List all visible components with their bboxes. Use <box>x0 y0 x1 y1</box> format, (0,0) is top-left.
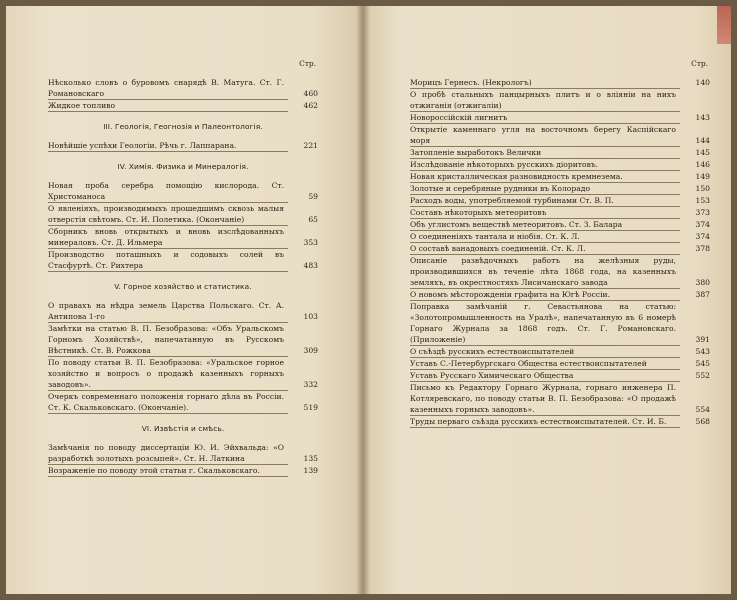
toc-entry <box>410 89 710 112</box>
toc-entry <box>410 124 710 147</box>
toc-entry-page: 568 <box>695 417 710 426</box>
toc-entry-title: Новая кристаллическая разновидность кремнезема. <box>410 172 623 181</box>
toc-entry-page: 65 <box>308 215 318 224</box>
toc-entry <box>48 100 318 112</box>
toc-entry-page: 149 <box>695 172 710 181</box>
toc-entry-title: Поправка замѣчаній г. Севастьянова на статью: «Золотопромышленность на Уралѣ», напечатанную въ 6 номерѣ Горнаго Журнала за 1868 годъ. Ст. Г. Романовскаго. (Приложеніе) <box>410 302 676 344</box>
toc-entry <box>410 416 710 428</box>
toc-entry-title: Производство поташныхъ и содовыхъ солей въ Стасфуртѣ. Ст. Рихтера <box>48 250 284 270</box>
toc-entry-title: О явленіяхъ, производимыхъ прошедшимъ сквозь малыя отверстія свѣтомъ. Ст. И. Полетика. (Окончаніе) <box>48 204 284 224</box>
toc-entry <box>410 358 710 370</box>
toc-entry-title: Нѣсколько словъ о буровомъ снарядѣ В. Матуга. Ст. Г. Романовскаго <box>48 78 284 98</box>
toc-entry-page: 519 <box>303 403 318 412</box>
toc-entry-page: 332 <box>303 380 318 389</box>
toc-entry <box>48 180 318 203</box>
toc-entry-title: Описаніе развѣдочныхъ работъ на желѣзныя руды, производившихся въ теченіе лѣта 1868 года, на казенныхъ земляхъ, въ окрестностяхъ Лисичанскаго завода <box>410 256 676 287</box>
toc-entry-page: 150 <box>695 184 710 193</box>
toc-entry-page: 373 <box>695 208 710 217</box>
toc-entry <box>410 183 710 195</box>
toc-entry <box>410 112 710 124</box>
toc-entry-title: Жидкое топливо <box>48 101 116 110</box>
toc-entry-page: 103 <box>303 312 318 321</box>
toc-entry <box>410 255 710 289</box>
toc-entry <box>48 323 318 357</box>
toc-entry-title: Труды перваго съѣзда русскихъ естествоиспытателей. Ст. И. Б. <box>410 417 667 426</box>
red-page-edge <box>717 6 731 44</box>
toc-entry <box>410 207 710 219</box>
toc-entry-page: 135 <box>303 454 318 463</box>
toc-entry-page: 460 <box>303 89 318 98</box>
toc-entry <box>48 249 318 272</box>
toc-entry <box>410 231 710 243</box>
toc-entry-title: Возраженіе по поводу этой статьи г. Скальковскаго. <box>48 466 260 475</box>
toc-entry-page: 554 <box>695 405 710 414</box>
toc-entry <box>48 300 318 323</box>
toc-entry-title: Очеркъ современнаго положенія горнаго дѣла въ Россіи. Ст. К. Скальковскаго. (Окончаніе). <box>48 392 284 412</box>
toc-entry-title: Письмо къ Редактору Горнаго Журнала, горнаго инженера П. Котляревскаго, по поводу статьи В. П. Безобразова: «О продажѣ казенныхъ горныхъ заводовъ». <box>410 383 676 414</box>
toc-entry <box>48 226 318 249</box>
section-heading: V. Горное хозяйство и статистика. <box>114 282 252 291</box>
book-gutter <box>356 6 370 594</box>
toc-entry-page: 146 <box>695 160 710 169</box>
toc-entry-page: 145 <box>695 148 710 157</box>
toc-entry-title: Новороссійскій лигнитъ <box>410 113 508 122</box>
toc-entry-title: Новѣйшіе успѣхи Геологіи. Рѣчь г. Лаппарана. <box>48 141 237 150</box>
toc-entry-title: Уставъ Русскаго Химическаго Общества <box>410 371 574 380</box>
toc-entry-title: О съѣздѣ русскихъ естествоиспытателей <box>410 347 575 356</box>
toc-entry-title: Уставъ С.-Петербургскаго Общества естествоиспытателей <box>410 359 647 368</box>
toc-entry-title: Составъ нѣкоторыхъ метеоритовъ <box>410 208 547 217</box>
toc-entry <box>48 465 318 477</box>
toc-entry-title: О соединеніяхъ тантала и ніобія. Ст. К. Л. <box>410 232 580 241</box>
toc-entry <box>410 147 710 159</box>
toc-entry-title: По поводу статьи В. П. Безобразова: «Уральское горное хозяйство и вопросъ о продажѣ казенныхъ горныхъ заводовъ». <box>48 358 284 389</box>
toc-entry-page: 59 <box>308 192 318 201</box>
toc-entry <box>410 370 710 382</box>
toc-entry-title: Замѣтки на статью В. П. Безобразова: «Объ Уральскомъ Горномъ Хозяйствѣ», напечатанную въ Русскомъ Вѣстникѣ. Ст. В. Рожкова <box>48 324 284 355</box>
section-heading: IV. Химія. Физика и Минералогія. <box>117 162 249 171</box>
toc-entry-page: 353 <box>303 238 318 247</box>
toc-entry <box>48 357 318 391</box>
toc-entry-page: 221 <box>303 141 318 150</box>
toc-entry-page: 543 <box>695 347 710 356</box>
toc-entry-page: 552 <box>695 371 710 380</box>
toc-entry <box>410 243 710 255</box>
toc-entry-page: 374 <box>695 220 710 229</box>
toc-entry <box>410 301 710 346</box>
toc-entry-title: Объ углистомъ веществѣ метеоритовъ. Ст. З. Балара <box>410 220 623 229</box>
toc-entry-page: 309 <box>303 346 318 355</box>
toc-entry-title: Расходъ воды, употребляемой турбинами Ст. В. П. <box>410 196 614 205</box>
toc-entry-title: О пробѣ стальныхъ панцырныхъ плитъ и о вліяніи на нихъ отжиганія (отжигаліи) <box>410 90 676 110</box>
toc-entry <box>410 171 710 183</box>
toc-entry-page: 380 <box>695 278 710 287</box>
toc-entry-page: 462 <box>303 101 318 110</box>
toc-entry-page: 545 <box>695 359 710 368</box>
section-heading: VI. Извѣстія и смѣсь. <box>141 424 225 433</box>
toc-entry <box>410 219 710 231</box>
toc-entry-title: Новая проба серебра помощію кислорода. Ст. Христоманоса <box>48 181 284 201</box>
toc-entry-page: 153 <box>695 196 710 205</box>
page-column-header: Стр. <box>691 59 708 68</box>
section-heading: III. Геологія, Геогнозія и Палеонтологія. <box>103 122 263 131</box>
toc-entry <box>48 140 318 152</box>
page-column-header: Стр. <box>299 59 316 68</box>
toc-entry <box>48 391 318 414</box>
toc-entry-page: 140 <box>695 78 710 87</box>
toc-entry-page: 483 <box>303 261 318 270</box>
toc-entry-page: 378 <box>695 244 710 253</box>
toc-entry-page: 387 <box>695 290 710 299</box>
toc-entry <box>48 203 318 226</box>
toc-entry-page: 143 <box>695 113 710 122</box>
toc-entry-title: Замѣчанія по поводу диссертаціи Ю. И. Эйхвальда: «О разработкѣ золотыхъ розсыпей». Ст. Н. Латкина <box>48 443 284 463</box>
toc-entry-page: 374 <box>695 232 710 241</box>
left-toc-column <box>48 58 318 477</box>
toc-entry <box>48 77 318 100</box>
toc-entry-title: О составѣ ванадовыхъ соединеній. Ст. К. Л. <box>410 244 586 253</box>
toc-entry-title: О правахъ на нѣдра земель Царства Польскаго. Ст. А. Антипова 1-го <box>48 301 284 321</box>
toc-entry-title: Затопленіе выработокъ Велички <box>410 148 542 157</box>
toc-entry-title: Сборникъ вновь открытыхъ и вновь изслѣдованныхъ минераловъ. Ст. Д. Ильмера <box>48 227 284 247</box>
toc-entry-page: 144 <box>695 136 710 145</box>
toc-entry-title: Морицъ Гернесъ. (Некрологъ) <box>410 78 532 87</box>
toc-entry-page: 391 <box>695 335 710 344</box>
toc-entry <box>410 77 710 89</box>
right-page <box>364 6 731 594</box>
toc-entry <box>48 442 318 465</box>
toc-entry <box>410 195 710 207</box>
toc-entry-title: Изслѣдованіе нѣкоторыхъ русскихъ діоритовъ. <box>410 160 599 169</box>
toc-entry-page: 139 <box>303 466 318 475</box>
toc-entry-title: Золотые и серебряные рудники въ Колорадо <box>410 184 591 193</box>
toc-entry-title: О новомъ мѣсторожденіи графита на Югѣ Россіи. <box>410 290 610 299</box>
toc-entry <box>410 382 710 416</box>
toc-entry <box>410 289 710 301</box>
toc-entry-title: Открытіе каменнаго угля на восточномъ берегу Каспійскаго моря <box>410 125 676 145</box>
toc-entry <box>410 346 710 358</box>
right-toc-column <box>410 58 710 428</box>
left-page <box>6 6 364 594</box>
toc-entry <box>410 159 710 171</box>
